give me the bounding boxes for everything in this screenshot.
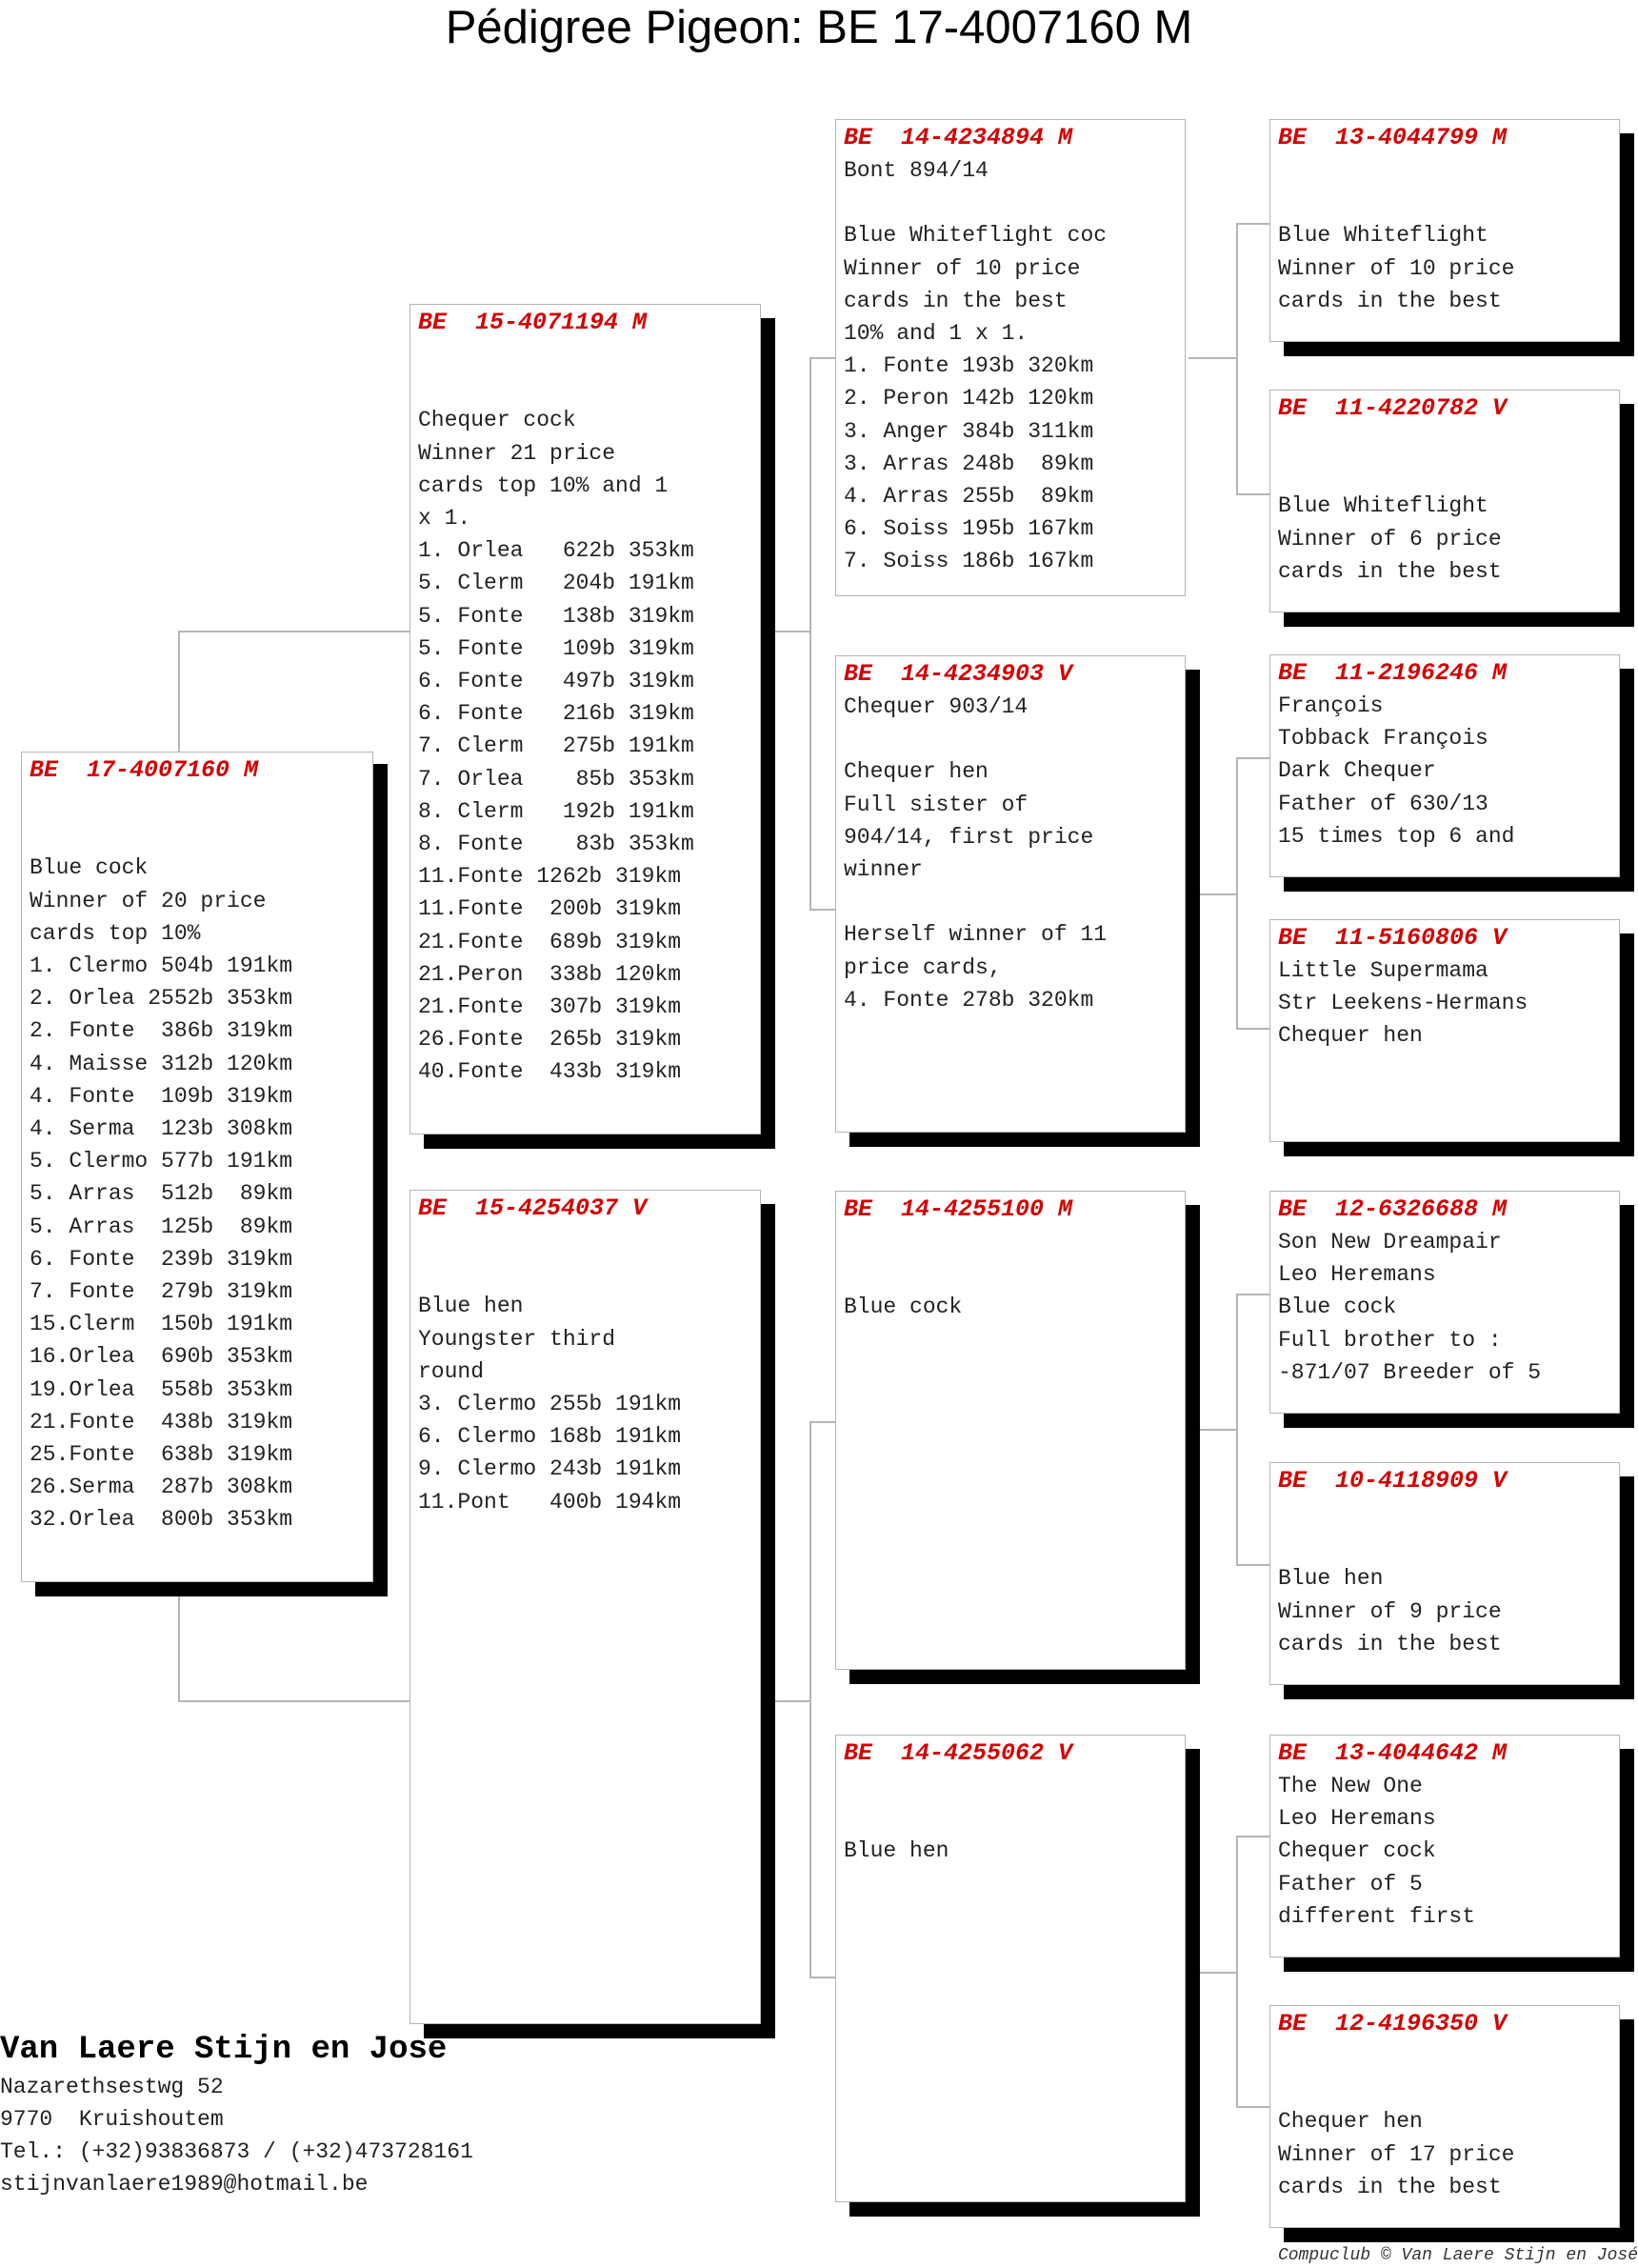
info-line: 4. Arras 255b 89km (844, 484, 1094, 510)
info-line: Blue hen (418, 1294, 524, 1319)
pigeon-card-mfm[interactable] (1269, 1462, 1620, 1685)
info-line (418, 371, 752, 404)
info-line: different first (1278, 1903, 1476, 1929)
pigeon-info (30, 787, 365, 1536)
info-line: Chequer hen (1278, 2109, 1423, 2135)
pigeon-card-mother[interactable] (410, 1190, 761, 2024)
info-line (1278, 1530, 1611, 1562)
connector-fm-fmm (1237, 894, 1269, 1029)
info-line: Blue cock (1278, 1295, 1397, 1320)
info-line: Father of 630/13 (1278, 791, 1488, 816)
pigeon-info (1278, 1770, 1611, 1933)
info-line (844, 886, 1177, 918)
pigeon-info (1278, 425, 1611, 588)
info-line: 40.Fonte 433b 319km (418, 1059, 682, 1085)
info-line: 32.Orlea 800b 353km (30, 1507, 293, 1533)
ring-number: BE 11-2196246 M (1278, 659, 1508, 687)
info-line: 21.Fonte 307b 319km (418, 994, 682, 1020)
info-line: Chequer cock (418, 408, 576, 433)
info-line: Blue cock (30, 855, 149, 881)
info-line: 26.Serma 287b 308km (30, 1475, 293, 1500)
connector-ff-ffm (1237, 358, 1269, 494)
info-line: 21.Fonte 438b 319km (30, 1409, 293, 1435)
pigeon-info (1278, 2040, 1611, 2203)
info-line: Winner of 17 price (1278, 2141, 1515, 2167)
info-line: Winner of 10 price (844, 255, 1081, 281)
ring-number: BE 14-4234894 M (844, 124, 1073, 151)
info-line: Blue Whiteflight (1278, 223, 1488, 249)
info-line: Blue Whiteflight (1278, 493, 1488, 519)
info-line: 26.Fonte 265b 319km (418, 1027, 682, 1053)
info-line: 15 times top 6 and (1278, 823, 1515, 849)
info-line: 3. Clermo 255b 191km (418, 1392, 682, 1417)
connector-mm-mmm (1237, 1973, 1269, 2107)
info-line (30, 819, 365, 852)
info-line: 16.Orlea 690b 353km (30, 1344, 293, 1370)
info-line: Winner of 9 price (1278, 1598, 1502, 1624)
info-line: 4. Serma 123b 308km (30, 1116, 293, 1142)
info-line: 3. Anger 384b 311km (844, 418, 1094, 444)
info-line: 19.Orlea 558b 353km (30, 1376, 293, 1402)
info-line: 5. Arras 125b 89km (30, 1214, 293, 1239)
info-line: Winner of 10 price (1278, 255, 1515, 281)
info-line: 11.Pont 400b 194km (418, 1489, 682, 1515)
pigeon-card-fm[interactable] (835, 655, 1186, 1133)
info-line: price cards, (844, 954, 1002, 980)
info-line: Leo Heremans (1278, 1806, 1436, 1832)
info-line: Chequer cock (1278, 1838, 1436, 1864)
info-line: Winner 21 price (418, 440, 616, 466)
info-line: Str Leekens-Hermans (1278, 991, 1528, 1016)
ring-number: BE 12-6326688 M (1278, 1195, 1508, 1223)
owner-block (0, 2029, 473, 2200)
info-line: 904/14, first price (844, 824, 1094, 850)
ring-number: BE 10-4118909 V (1278, 1467, 1508, 1495)
pigeon-card-fff[interactable] (1269, 119, 1620, 342)
info-line: 6. Soiss 195b 167km (844, 516, 1094, 542)
info-line (30, 787, 365, 819)
info-line (844, 187, 1177, 219)
info-line: Herself winner of 11 (844, 922, 1108, 948)
info-line: 8. Fonte 83b 353km (418, 832, 694, 857)
info-line: 1. Fonte 193b 320km (844, 353, 1094, 379)
info-line: 7. Clerm 275b 191km (418, 733, 694, 759)
info-line: 2. Fonte 386b 319km (30, 1018, 293, 1044)
info-line: 7. Soiss 186b 167km (844, 549, 1094, 574)
info-line (1278, 2073, 1611, 2105)
connector-mf-mff (1189, 1295, 1269, 1430)
ring-number: BE 15-4254037 V (418, 1194, 648, 1222)
info-line: Full sister of (844, 792, 1029, 817)
pigeon-card-ff[interactable] (835, 119, 1186, 596)
ring-number: BE 14-4255062 V (844, 1739, 1073, 1767)
owner-name: Van Laere Stijn en José (0, 2032, 448, 2068)
info-line (844, 1770, 1177, 1802)
info-line: Blue Whiteflight coc (844, 223, 1108, 249)
info-line: 15.Clerm 150b 191km (30, 1312, 293, 1337)
owner-city: 9770 Kruishoutem (0, 2107, 224, 2132)
info-line: Bont 894/14 (844, 158, 989, 183)
info-line: 7. Fonte 279b 319km (30, 1279, 293, 1305)
info-line: cards top 10% and 1 (418, 472, 669, 498)
info-line: cards in the best (1278, 1631, 1502, 1656)
info-line: cards in the best (1278, 288, 1502, 313)
info-line (844, 1802, 1177, 1835)
pigeon-info (844, 1770, 1177, 1868)
info-line: The New One (1278, 1774, 1423, 1798)
info-line: x 1. (418, 506, 471, 532)
info-line (844, 1258, 1177, 1291)
connector-mm-mmf (1189, 1836, 1269, 1973)
connector-ff-fff (1189, 224, 1269, 358)
ring-number: BE 13-4044642 M (1278, 1739, 1508, 1767)
info-line: 21.Fonte 689b 319km (418, 929, 682, 954)
info-line (1278, 154, 1611, 187)
info-line: Father of 5 (1278, 1871, 1423, 1897)
pigeon-info (1278, 154, 1611, 317)
info-line: 11.Fonte 200b 319km (418, 896, 682, 922)
connector-mother-mm (810, 1701, 835, 1977)
ring-number: BE 14-4255100 M (844, 1195, 1073, 1223)
info-line: 5. Clermo 577b 191km (30, 1149, 293, 1174)
info-line (844, 723, 1177, 755)
info-line: 2. Peron 142b 120km (844, 386, 1094, 411)
info-line (1278, 425, 1611, 457)
pigeon-info (1278, 954, 1611, 1053)
info-line: cards top 10% (30, 920, 201, 946)
info-line (844, 1226, 1177, 1258)
pigeon-card-fmm[interactable] (1269, 919, 1620, 1142)
info-line: 1. Clermo 504b 191km (30, 953, 293, 979)
info-line: 5. Arras 512b 89km (30, 1181, 293, 1207)
info-line: 5. Fonte 109b 319km (418, 635, 694, 661)
footer-copyright: Compuclub © Van Laere Stijn en José (1277, 2246, 1638, 2265)
owner-phone: Tel.: (+32)93836873 / (+32)473728161 (0, 2139, 473, 2164)
info-line (1278, 457, 1611, 490)
info-line: cards in the best (1278, 2174, 1502, 2199)
owner-email[interactable]: stijnvanlaere1989@hotmail.be (0, 2172, 369, 2197)
ring-number: BE 11-5160806 V (1278, 924, 1508, 952)
info-line: 4. Fonte 109b 319km (30, 1083, 293, 1109)
ring-number: BE 12-4196350 V (1278, 2010, 1508, 2037)
info-line: 6. Fonte 216b 319km (418, 701, 694, 727)
info-line: Youngster third (418, 1326, 616, 1352)
info-line: 1. Orlea 622b 353km (418, 538, 694, 564)
info-line: 6. Fonte 239b 319km (30, 1246, 293, 1272)
info-line: 5. Clerm 204b 191km (418, 571, 694, 596)
info-line (418, 1257, 752, 1290)
info-line (1278, 1497, 1611, 1530)
info-line: 2. Orlea 2552b 353km (30, 986, 293, 1012)
info-line: Full brother to : (1278, 1327, 1502, 1353)
info-line: -871/07 Breeder of 5 (1278, 1359, 1542, 1385)
ring-number: BE 13-4044799 M (1278, 124, 1508, 151)
info-line: Little Supermama (1278, 958, 1488, 983)
info-line: Chequer hen (1278, 1023, 1423, 1049)
page-title: Pédigree Pigeon: BE 17-4007160 M (445, 2, 1193, 53)
pigeon-info (418, 1225, 752, 1518)
info-line: 25.Fonte 638b 319km (30, 1442, 293, 1468)
info-line: Chequer hen (844, 759, 989, 785)
owner-address: Nazarethsestwg 52 (0, 2075, 224, 2099)
pigeon-card-mmm[interactable] (1269, 2005, 1620, 2228)
info-line: Winner of 6 price (1278, 526, 1502, 552)
info-line: 3. Arras 248b 89km (844, 451, 1094, 476)
info-line (418, 339, 752, 371)
pigeon-card-father[interactable] (410, 304, 761, 1134)
ring-number: BE 14-4234903 V (844, 660, 1073, 688)
pigeon-card-subject[interactable] (21, 752, 373, 1582)
pigeon-card-mm[interactable] (835, 1735, 1186, 2202)
pigeon-card-mff[interactable] (1269, 1191, 1620, 1414)
connector-fm-fmf (1189, 758, 1269, 894)
ring-number: BE 11-4220782 V (1278, 394, 1508, 422)
pigeon-info (844, 691, 1177, 1016)
info-line: cards in the best (1278, 558, 1502, 584)
pigeon-info (1278, 1497, 1611, 1660)
info-line: 8. Clerm 192b 191km (418, 798, 694, 824)
pigeon-card-mmf[interactable] (1269, 1735, 1620, 1957)
info-line: 5. Fonte 138b 319km (418, 603, 694, 629)
info-line: Blue hen (844, 1838, 949, 1864)
pigeon-card-ffm[interactable] (1269, 390, 1620, 612)
info-line: 21.Peron 338b 120km (418, 961, 682, 987)
info-line: 11.Fonte 1262b 319km (418, 864, 682, 890)
info-line: 4. Maisse 312b 120km (30, 1051, 293, 1076)
info-line (1278, 2040, 1611, 2073)
info-line: 10% and 1 x 1. (844, 321, 1029, 347)
pigeon-info (844, 1226, 1177, 1324)
connector-father-fm (810, 632, 835, 910)
pigeon-info (418, 339, 752, 1089)
info-line: Son New Dreampair (1278, 1230, 1502, 1254)
info-line: Winner of 20 price (30, 888, 267, 913)
info-line: 6. Fonte 497b 319km (418, 669, 694, 694)
info-line: Blue cock (844, 1295, 963, 1320)
info-line (418, 1225, 752, 1257)
connector-subject-mother (179, 1582, 410, 1701)
connector-subject-father (179, 632, 410, 752)
info-line: Tobback François (1278, 726, 1488, 752)
pigeon-info (1278, 1226, 1611, 1389)
info-line: cards in the best (844, 288, 1068, 313)
info-line (1278, 187, 1611, 219)
connector-mf-mfm (1237, 1430, 1269, 1565)
info-line: 6. Clermo 168b 191km (418, 1424, 682, 1450)
info-line: 7. Orlea 85b 353km (418, 766, 694, 792)
info-line: François (1278, 693, 1384, 718)
info-line: Leo Heremans (1278, 1262, 1436, 1288)
ring-number: BE 17-4007160 M (30, 756, 259, 784)
info-line: Blue hen (1278, 1566, 1384, 1592)
info-line: 9. Clermo 243b 191km (418, 1456, 682, 1482)
info-line: Dark Chequer (1278, 758, 1436, 784)
info-line: winner (844, 857, 923, 883)
info-line: 4. Fonte 278b 320km (844, 987, 1094, 1013)
info-line: Chequer 903/14 (844, 694, 1029, 719)
pigeon-card-mf[interactable] (835, 1191, 1186, 1670)
ring-number: BE 15-4071194 M (418, 309, 648, 336)
pigeon-info (844, 154, 1177, 578)
pigeon-card-fmf[interactable] (1269, 654, 1620, 877)
info-line: round (418, 1358, 485, 1384)
pigeon-info (1278, 690, 1611, 853)
